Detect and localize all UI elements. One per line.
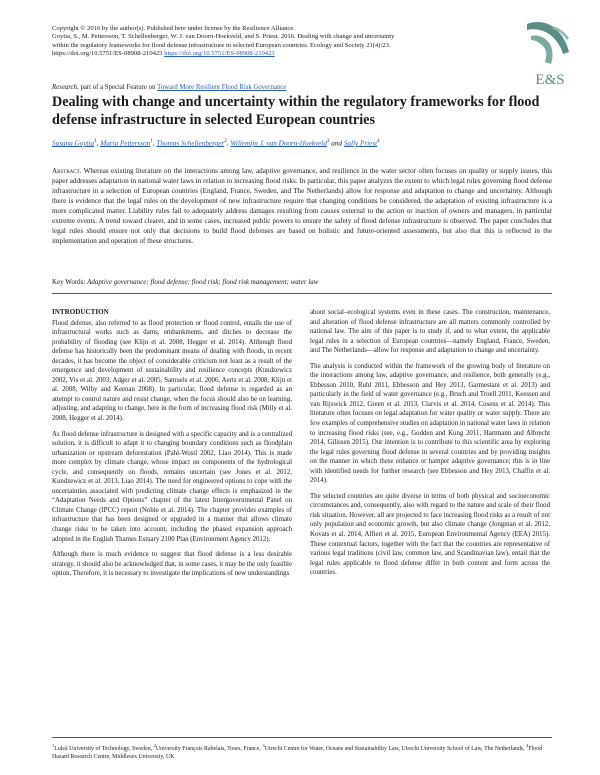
citation-line-2: within the regulatory frameworks for flood defense infrastructure in selected European countries. Ecology and Society 21(4):23.	[52, 41, 391, 49]
paragraph: Although there is much evidence to suggest that flood defense is a less desirable strategy, it should also be acknowledged that, in some cases, it may be the only feasible option. Therefore, it is necessary to investigate the implications of new understandings	[52, 551, 292, 578]
author-list	[52, 139, 552, 147]
article-type	[52, 84, 512, 91]
author-link[interactable]: Sally Priest	[343, 139, 378, 148]
paragraph: As flood defense infrastructure is designed with a specific capacity and is a centralized solution, it is difficult to adapt it to changing boundary conditions such as floodplain urbanization or upstream deforestation (Pahl-Wostl 2002, Liao 2014). This is made more complex by climate change, whose impact on components of the hydrological cycle, and consequently on floods, remains uncertain (see Jones et al. 2012, Kundzewicz et al. 2013, Liao 2014). The need for engineered options to cope with the uncertainties associated with predicting climate change effects is emphasized in the “Adaptation Needs and Options” chapter of the latest Intergovernmental Panel on Climate Change (IPCC) report (Noble et al. 2014). The chapter provides examples of infrastructure that has been designed or upgraded in a manner that allows climate change risks to be taken into account, including the phased expansion approach adopted in the English Thames Estuary 2100 Plan (Environment Agency 2012).	[52, 430, 292, 543]
footnote-text: Luleå University of Technology, Sweden,	[54, 745, 154, 752]
footnote-mark: 2	[153, 743, 156, 748]
paragraph: The selected countries are quite diverse in terms of both physical and socioeconomic circumstances and, consequently, also with regard to the nature and scale of their flood risk situation. However, all are projected to face increasing flood risks as a result of not only population and economic growth, but also climate change (Jongman et al. 2012, Kovats et al. 2014, Alfieri et al. 2015, European Environmental Agency (EEA) 2015). These contextual factors, together with the fact that the countries are representative of various legal traditions (civil law, common law, and Scandinavian law), entail that the legal rules applicable to flood defense differ in both content and form across the countries.	[310, 492, 550, 577]
journal-logo[interactable]	[523, 18, 577, 90]
author-separator: ,	[96, 139, 101, 148]
author-affiliation-mark: 3	[326, 139, 330, 144]
footnote-text: University François Rabelais, Tours, France,	[155, 745, 263, 752]
author-link[interactable]: Thomas Schellenberger	[156, 139, 225, 148]
article-type-label: Research	[52, 84, 78, 91]
section-divider	[52, 293, 552, 294]
article-type-text: , part of a Special Feature on	[77, 84, 156, 91]
es-logo-icon	[523, 18, 577, 90]
citation-line-1: Goytia, S., M. Pettersson, T. Schellenberger, W. J. van Doorn-Hoekveld, and S. Priest. 2016. Dealing with change and uncertainty	[52, 33, 395, 41]
footnote-mark: 3	[262, 743, 265, 748]
keywords-label: Key Words:	[52, 278, 88, 286]
footnote-mark: 1	[52, 743, 55, 748]
section-heading: INTRODUCTION	[52, 308, 109, 316]
footnote-divider	[52, 737, 552, 738]
abstract-text: Whereas existing literature on the interactions among law, adaptive governance, and resilience in the water sector often focuses on quality or supply issues, this paper addresses adaptation in national water laws in relation to increasing flood risks. In particular, this paper analyzes the extent to which legal rules governing flood defense infrastructure in a selection of European countries (England, France, Sweden, and The Netherlands) allow for response and adaptation to change and uncertainty. Although there is evidence that the legal rules on the development of new infrastructure require that changing conditions be considered, the adaptation of existing infrastructure is a more complicated matter. Liability rules fail to adequately address damages resulting from causes external to the action or inaction of owners and managers, in particular extreme events. A trend toward clearer, and in some cases, increased public powers to ensure the safety of flood defense infrastructure is observed. The paper concludes that legal rules should ensure not only that decisions to build flood defenses are based on holistic and future-oriented assessments, but also that this is reflected in the implementation and operation of these structures.	[52, 167, 552, 245]
author-separator: ,	[226, 139, 231, 148]
paragraph: Flood defense, also referred to as flood protection or flood control, entails the use of infrastructural works such as dams, embankments, and ditches to decrease the probability of flooding (see Klijn et al. 2008, Hegger et al. 2014). Although flood defense has historically been the predominant means of dealing with floods, in recent decades, it has become the object of considerable criticism not least as a result of the emergence and development of sustainability and resilience concepts (Kundzewicz 2002, Vis et al. 2003, Adger et al. 2005, Samuels et al. 2006, Aerts et al. 2008, Klijn et al. 2008, Wilby and Keenan 2008). In particular, flood defense is regarded as an attempt to control nature and resist change, when the focus should also be on learning, adjusting, and adapting to change, here in the form of increasing flood risk (Milly et al. 2008, Hegger et al. 2014).	[52, 319, 292, 423]
left-column	[52, 308, 292, 585]
paragraph: about social–ecological systems even in these cases. The construction, maintenance, and alteration of flood defense infrastructure are all matters commonly controlled by national law. The aim of this paper is to study if, and to what extent, the applicable legal rules in a selection of European countries—namely England, France, Sweden, and The Netherlands—allow for response and adaptation to change and uncertainty.	[310, 309, 550, 355]
logo-text: E&S	[535, 72, 565, 88]
doi-text: https://doi.org/10.5751/ES-08908-210423	[52, 50, 163, 58]
keywords	[52, 278, 552, 286]
abstract-label: Abstract.	[52, 167, 82, 175]
paragraph: The analysis is conducted within the framework of the growing body of literature on the interactions among law, adaptive governance, and resilience, both generally (e.g., Ebbesson 2010, Ruhl 2011, Ebbesson and Hey 2013, Garmestani et al. 2013) and particularly in the field of water governance (e.g., Bruch and Troell 2011, Keessen and van Rijswick 2012, Green et al. 2013, Clarvis et al. 2014, Cosens et al. 2014). This literature often focuses on legal adaptation for water quality or water supply. There are few examples of comprehensive studies on adaptation in national water laws in relation to increasing flood risks (see, e.g., Godden and Kung 2011, Hartmann and Albrecht 2014, Gilissen 2015). Our intention is to contribute to this scientific area by exploring the legal rules governing flood defense in several countries and by providing insights on the manner in which these enhance or hamper adaptive governance; this is in line with identified needs for further research (see Ebbesson and Hey 2013, Chaffin et al. 2014).	[310, 362, 550, 485]
copyright-line: Copyright © 2016 by the author(s). Published here under license by the Resilience Alliance.	[52, 25, 295, 32]
article-title: Dealing with change and uncertainty within the regulatory frameworks for flood defense infrastructure in selected European countries	[52, 94, 540, 128]
right-column	[310, 308, 550, 584]
footnote-mark: 4	[526, 743, 529, 748]
author-affiliation-mark: 1	[94, 139, 97, 144]
footnote-text: Flood Hazard Research Centre, Middlesex University, UK	[52, 745, 543, 760]
footnote-text: Utrecht Centre for Water, Oceans and Sustainability Law, Utrecht University School of Law, The Netherlands,	[264, 745, 527, 752]
citation-header	[52, 25, 522, 59]
author-link[interactable]: Willemijn J. van Doorn-Hoekveld	[230, 139, 327, 148]
author-link[interactable]: Susana Goytia	[52, 139, 95, 148]
author-affiliation-mark: 1	[150, 139, 153, 144]
affiliations-footnote	[52, 742, 552, 761]
author-link[interactable]: Maria Pettersson	[100, 139, 151, 148]
abstract	[52, 166, 552, 246]
author-conjunction: and	[329, 139, 344, 148]
doi-link[interactable]: https://doi.org/10.5751/ES-08908-210423	[164, 50, 275, 58]
special-feature-link[interactable]: Toward More Resilient Flood Risk Governance	[157, 84, 287, 91]
author-affiliation-mark: 4	[377, 139, 380, 144]
author-separator: ,	[152, 139, 157, 148]
keywords-text: Adaptive governance; flood defense; flood risk; flood risk management; water law	[87, 278, 319, 286]
author-affiliation-mark: 2	[224, 139, 227, 144]
